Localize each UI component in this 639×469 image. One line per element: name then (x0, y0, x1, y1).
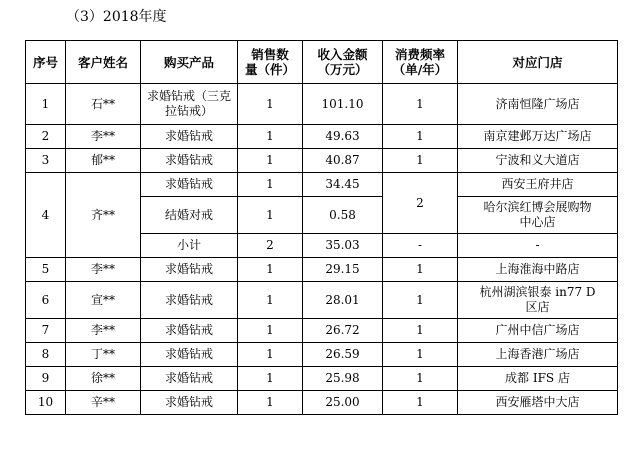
cell-store: 上海香港广场店 (458, 343, 618, 367)
cell-no: 1 (26, 84, 66, 125)
header-amount-line1: 收入金额 (317, 47, 368, 62)
cell-frequency: 1 (383, 319, 458, 343)
cell-customer: 丁** (66, 343, 141, 367)
cell-amount: 34.45 (303, 173, 383, 197)
cell-product: 求婚钻戒 (141, 319, 238, 343)
cell-qty: 1 (238, 367, 303, 391)
cell-customer: 石** (66, 84, 141, 125)
cell-frequency: 2 (383, 173, 458, 234)
cell-store: 济南恒隆广场店 (458, 84, 618, 125)
table-header-row (26, 41, 618, 84)
header-qty-line1: 销售数 (251, 47, 289, 62)
cell-frequency: 1 (383, 125, 458, 149)
cell-customer: 郁** (66, 149, 141, 173)
cell-store: 上海淮海中路店 (458, 258, 618, 282)
cell-no: 10 (26, 391, 66, 415)
cell-store (458, 282, 618, 319)
cell-product: 求婚钻戒 (141, 367, 238, 391)
section-caption: （3）2018年度 (66, 9, 167, 25)
table-row (26, 149, 618, 173)
cell-amount: 40.87 (303, 149, 383, 173)
cell-amount: 26.72 (303, 319, 383, 343)
cell-qty: 1 (238, 391, 303, 415)
table-row (26, 343, 618, 367)
header-frequency-line1: 消费频率 (394, 47, 445, 62)
cell-amount: 49.63 (303, 125, 383, 149)
header-store: 对应门店 (458, 41, 618, 84)
cell-product: 小计 (141, 234, 238, 258)
cell-store: - (458, 234, 618, 258)
cell-amount: 25.98 (303, 367, 383, 391)
header-qty-line2: 量（件） (244, 62, 295, 77)
table-row (26, 173, 618, 197)
cell-qty: 1 (238, 282, 303, 319)
table-row (26, 282, 618, 319)
cell-frequency: 1 (383, 84, 458, 125)
cell-amount: 25.00 (303, 391, 383, 415)
cell-amount: 28.01 (303, 282, 383, 319)
table-row (26, 319, 618, 343)
cell-product: 求婚钻戒 (141, 343, 238, 367)
cell-product (141, 84, 238, 125)
cell-frequency: 1 (383, 149, 458, 173)
cell-qty: 1 (238, 125, 303, 149)
cell-store (458, 197, 618, 234)
header-product: 购买产品 (141, 41, 238, 84)
cell-frequency: 1 (383, 282, 458, 319)
table-row (26, 84, 618, 125)
cell-amount: 0.58 (303, 197, 383, 234)
cell-customer: 齐** (66, 173, 141, 258)
cell-product: 求婚钻戒 (141, 258, 238, 282)
customer-sales-table (25, 40, 618, 415)
cell-customer: 徐** (66, 367, 141, 391)
table-row (26, 367, 618, 391)
cell-no: 3 (26, 149, 66, 173)
header-amount (303, 41, 383, 84)
cell-qty: 1 (238, 84, 303, 125)
cell-store: 南京建邺万达广场店 (458, 125, 618, 149)
cell-no: 9 (26, 367, 66, 391)
cell-product: 求婚钻戒 (141, 391, 238, 415)
header-amount-line2: （万元） (317, 62, 368, 77)
cell-frequency: 1 (383, 391, 458, 415)
cell-product: 求婚钻戒 (141, 149, 238, 173)
header-qty (238, 41, 303, 84)
cell-product: 求婚钻戒 (141, 173, 238, 197)
table-row (26, 391, 618, 415)
cell-no: 8 (26, 343, 66, 367)
cell-store: 西安王府井店 (458, 173, 618, 197)
cell-product-line1: 求婚钻戒（三克 (146, 89, 231, 103)
cell-store-line2: 中心店 (519, 215, 556, 229)
cell-store-line1: 哈尔滨红博会展购物 (483, 200, 592, 214)
cell-qty: 1 (238, 319, 303, 343)
cell-product: 求婚钻戒 (141, 282, 238, 319)
cell-amount: 101.10 (303, 84, 383, 125)
cell-product: 求婚钻戒 (141, 125, 238, 149)
cell-qty: 1 (238, 149, 303, 173)
cell-no: 2 (26, 125, 66, 149)
cell-no: 6 (26, 282, 66, 319)
cell-store: 成都 IFS 店 (458, 367, 618, 391)
cell-qty: 1 (238, 258, 303, 282)
cell-qty: 1 (238, 197, 303, 234)
cell-qty: 1 (238, 173, 303, 197)
cell-customer: 李** (66, 125, 141, 149)
table-row (26, 125, 618, 149)
cell-store: 广州中信广场店 (458, 319, 618, 343)
table-row (26, 258, 618, 282)
cell-store: 宁波和义大道店 (458, 149, 618, 173)
header-frequency (383, 41, 458, 84)
cell-no: 5 (26, 258, 66, 282)
cell-frequency: 1 (383, 367, 458, 391)
header-customer: 客户姓名 (66, 41, 141, 84)
header-no: 序号 (26, 41, 66, 84)
cell-customer: 李** (66, 258, 141, 282)
cell-store-line1: 杭州湖滨银泰 in77 D (479, 285, 596, 299)
cell-frequency: 1 (383, 343, 458, 367)
cell-product-line2: 拉钻戒） (164, 104, 213, 118)
cell-no: 7 (26, 319, 66, 343)
cell-store-line2: 区店 (525, 300, 550, 314)
cell-customer: 李** (66, 319, 141, 343)
cell-frequency: - (383, 234, 458, 258)
cell-amount: 26.59 (303, 343, 383, 367)
cell-customer: 辛** (66, 391, 141, 415)
cell-amount: 29.15 (303, 258, 383, 282)
cell-frequency: 1 (383, 258, 458, 282)
cell-customer: 宣** (66, 282, 141, 319)
cell-no: 4 (26, 173, 66, 258)
cell-amount: 35.03 (303, 234, 383, 258)
cell-qty: 1 (238, 343, 303, 367)
cell-qty: 2 (238, 234, 303, 258)
cell-store: 西安雁塔中大店 (458, 391, 618, 415)
cell-product: 结婚对戒 (141, 197, 238, 234)
header-frequency-line2: （单/年） (392, 62, 448, 77)
